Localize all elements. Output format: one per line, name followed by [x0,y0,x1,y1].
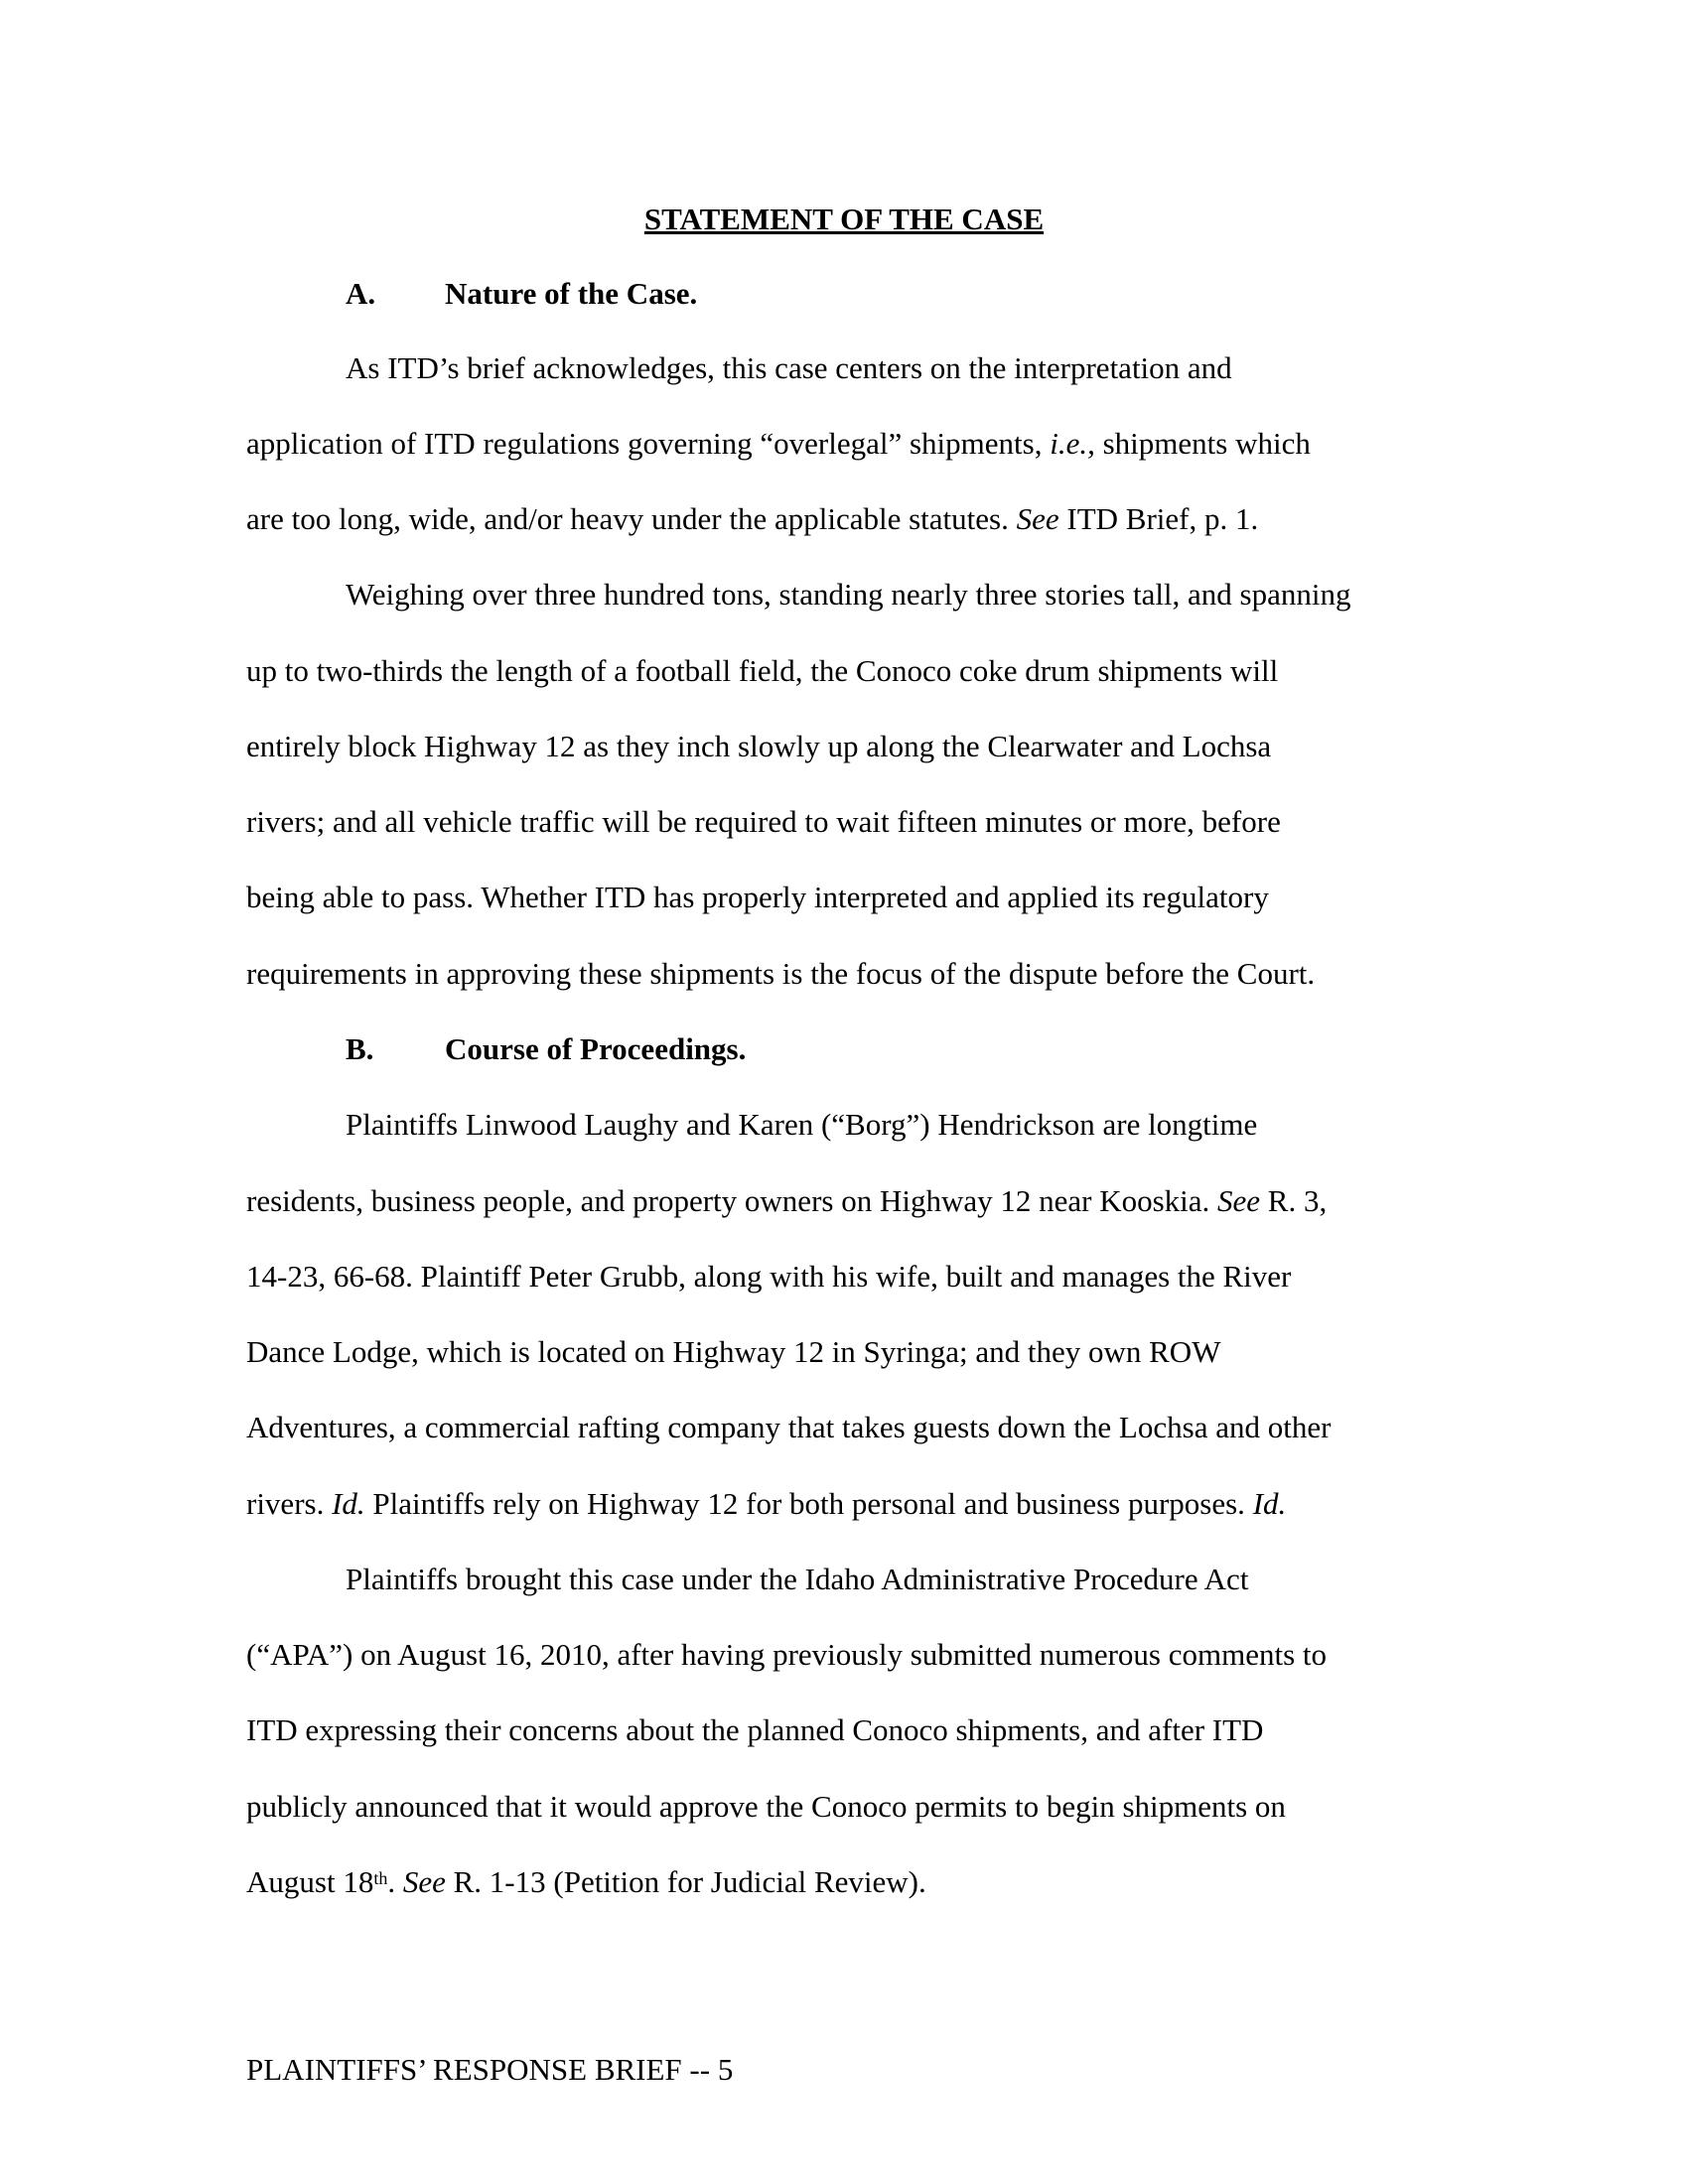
page-title: STATEMENT OF THE CASE [643,202,1045,236]
paragraph-line: Plaintiffs brought this case under the Idaho Administrative Procedure Act [346,1562,1249,1596]
italic-text: See [1217,1183,1261,1218]
text-run: R. 3, [1260,1183,1328,1218]
paragraph-line: up to two-thirds the length of a football field, the Conoco coke drum shipments will [246,653,1279,688]
text-run: rivers. [246,1486,333,1521]
paragraph-line [246,1479,1286,1529]
paragraph-line: Adventures, a commercial rafting company that takes guests down the Lochsa and other [246,1410,1332,1444]
paragraph-line: Plaintiffs Linwood Laughy and Karen (“Borg”) Hendrickson are longtime [346,1107,1258,1142]
text-run: August 18 [246,1864,374,1899]
italic-text: See [1016,501,1059,536]
text-run: R. 1-13 (Petition for Judicial Review). [445,1864,926,1899]
section-heading-b [346,1024,746,1074]
paragraph-line: publicly announced that it would approve the Conoco permits to begin shipments on [246,1789,1286,1824]
paragraph-line [246,1176,1327,1226]
text-run: shipments which [1094,426,1311,461]
paragraph-line: requirements in approving these shipments is the focus of the dispute before the Court. [246,956,1316,991]
text-run: are too long, wide, and/or heavy under the applicable statutes. [246,501,1017,536]
italic-text: i.e., [1050,426,1095,461]
paragraph-line: Weighing over three hundred tons, standing nearly three stories tall, and spanning [346,577,1351,612]
paragraph-line [246,1857,926,1907]
section-letter-a: A. [346,276,376,311]
page-footer: PLAINTIFFS’ RESPONSE BRIEF -- 5 [246,2052,734,2087]
paragraph-line: entirely block Highway 12 as they inch slowly up along the Clearwater and Lochsa [246,729,1272,763]
italic-text: Id. [332,1486,365,1521]
paragraph-line: Dance Lodge, which is located on Highway 12 in Syringa; and they own ROW [246,1334,1221,1369]
text-run: ITD Brief, p. 1. [1058,501,1259,536]
paragraph-line: ITD expressing their concerns about the planned Conoco shipments, and after ITD [246,1712,1264,1747]
paragraph-line: (“APA”) on August 16, 2010, after having previously submitted numerous comments to [246,1637,1328,1672]
paragraph-line [246,419,1311,469]
paragraph-line: rivers; and all vehicle traffic will be required to wait fifteen minutes or more, before [246,804,1281,839]
italic-text: Id. [1252,1486,1287,1521]
section-heading-a [346,269,697,319]
section-title-b: Course of Proceedings. [445,1031,747,1066]
superscript: th [373,1868,388,1888]
paragraph-line: As ITD’s brief acknowledges, this case centers on the interpretation and [346,350,1232,385]
text-run: application of ITD regulations governing “overlegal” shipments, [246,426,1051,461]
italic-text: See [402,1864,446,1899]
text-run: residents, business people, and property owners on Highway 12 near Kooskia. [246,1183,1218,1218]
text-run: Plaintiffs rely on Highway 12 for both personal and business purposes. [364,1486,1253,1521]
paragraph-line: 14-23, 66-68. Plaintiff Peter Grubb, along with his wife, built and manages the River [246,1259,1292,1294]
section-title-a: Nature of the Case. [445,276,698,311]
paragraph-line: being able to pass. Whether ITD has properly interpreted and applied its regulatory [246,880,1269,914]
text-run: . [387,1864,403,1899]
paragraph-line [246,494,1258,544]
section-letter-b: B. [346,1031,374,1066]
